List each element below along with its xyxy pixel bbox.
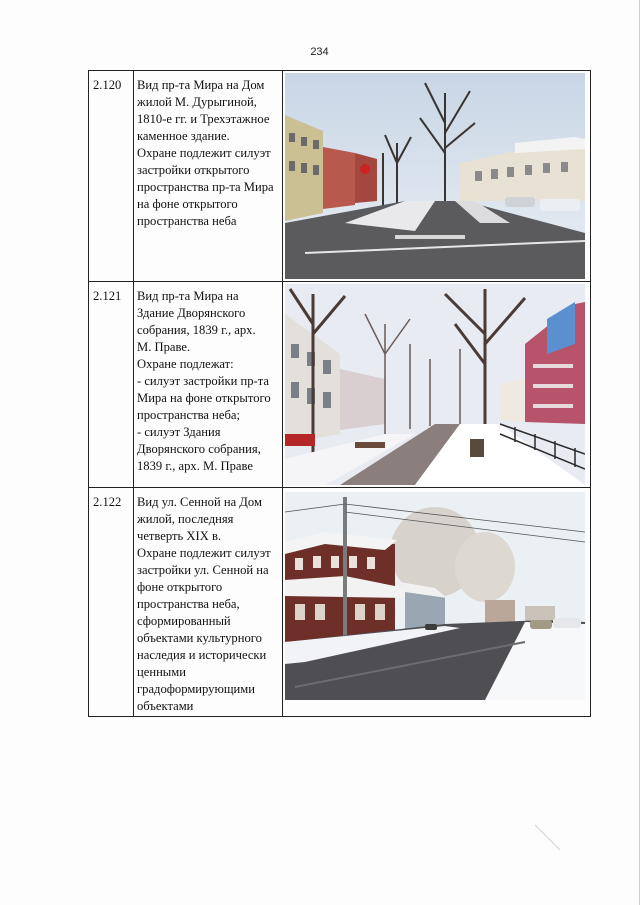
description-line: застройки открытого <box>137 163 250 177</box>
table-row <box>89 71 591 282</box>
description-line: сформированный <box>137 614 231 628</box>
scan-smudge <box>530 820 570 860</box>
row-number: 2.122 <box>89 488 134 717</box>
description-line: - силуэт застройки пр-та <box>137 374 269 388</box>
description-line: каменное здание. <box>137 129 230 143</box>
description-line: 1810-е гг. и Трехэтажное <box>137 112 270 126</box>
street-photo-icon <box>285 73 585 279</box>
description-line: градоформирующими <box>137 682 256 696</box>
description-line: Охране подлежит силуэт <box>137 546 271 560</box>
description-line: наследия и исторически <box>137 648 267 662</box>
row-photo <box>283 71 591 282</box>
row-photo <box>283 488 591 717</box>
description-line: жилой М. Дурыгиной, <box>137 95 257 109</box>
monuments-table <box>88 70 591 717</box>
description-line: застройки ул. Сенной на <box>137 563 269 577</box>
description-line: объектами культурного <box>137 631 262 645</box>
description-line: Охране подлежит силуэт <box>137 146 271 160</box>
street-photo-icon <box>285 492 585 700</box>
description-line: пространства неба <box>137 214 237 228</box>
description-line: М. Праве. <box>137 340 191 354</box>
row-photo <box>283 282 591 488</box>
description-line: на фоне открытого <box>137 197 238 211</box>
description-line: ценными <box>137 665 186 679</box>
description-line: Вид пр-та Мира на Дом <box>137 78 265 92</box>
description-line: - силуэт Здания <box>137 425 221 439</box>
street-photo-icon <box>285 284 585 485</box>
description-line: пространства пр-та Мира <box>137 180 274 194</box>
description-line: жилой, последняя <box>137 512 234 526</box>
row-description <box>134 71 283 282</box>
row-description <box>134 488 283 717</box>
description-line: Вид пр-та Мира на <box>137 289 239 303</box>
description-line: фоне открытого <box>137 580 223 594</box>
description-line: Дворянского собрания, <box>137 442 261 456</box>
description-line: пространства неба; <box>137 408 240 422</box>
table-row <box>89 488 591 717</box>
description-line: Мира на фоне открытого <box>137 391 271 405</box>
description-line: четверть XIX в. <box>137 529 222 543</box>
row-number: 2.120 <box>89 71 134 282</box>
description-line: объектами <box>137 699 194 713</box>
page-number: 234 <box>310 46 329 58</box>
row-number: 2.121 <box>89 282 134 488</box>
description-line: пространства неба, <box>137 597 240 611</box>
description-line: 1839 г., арх. М. Праве <box>137 459 253 473</box>
row-description <box>134 282 283 488</box>
table-row <box>89 282 591 488</box>
description-line: Вид ул. Сенной на Дом <box>137 495 262 509</box>
description-line: Здание Дворянского <box>137 306 246 320</box>
description-line: Охране подлежат: <box>137 357 234 371</box>
description-line: собрания, 1839 г., арх. <box>137 323 256 337</box>
